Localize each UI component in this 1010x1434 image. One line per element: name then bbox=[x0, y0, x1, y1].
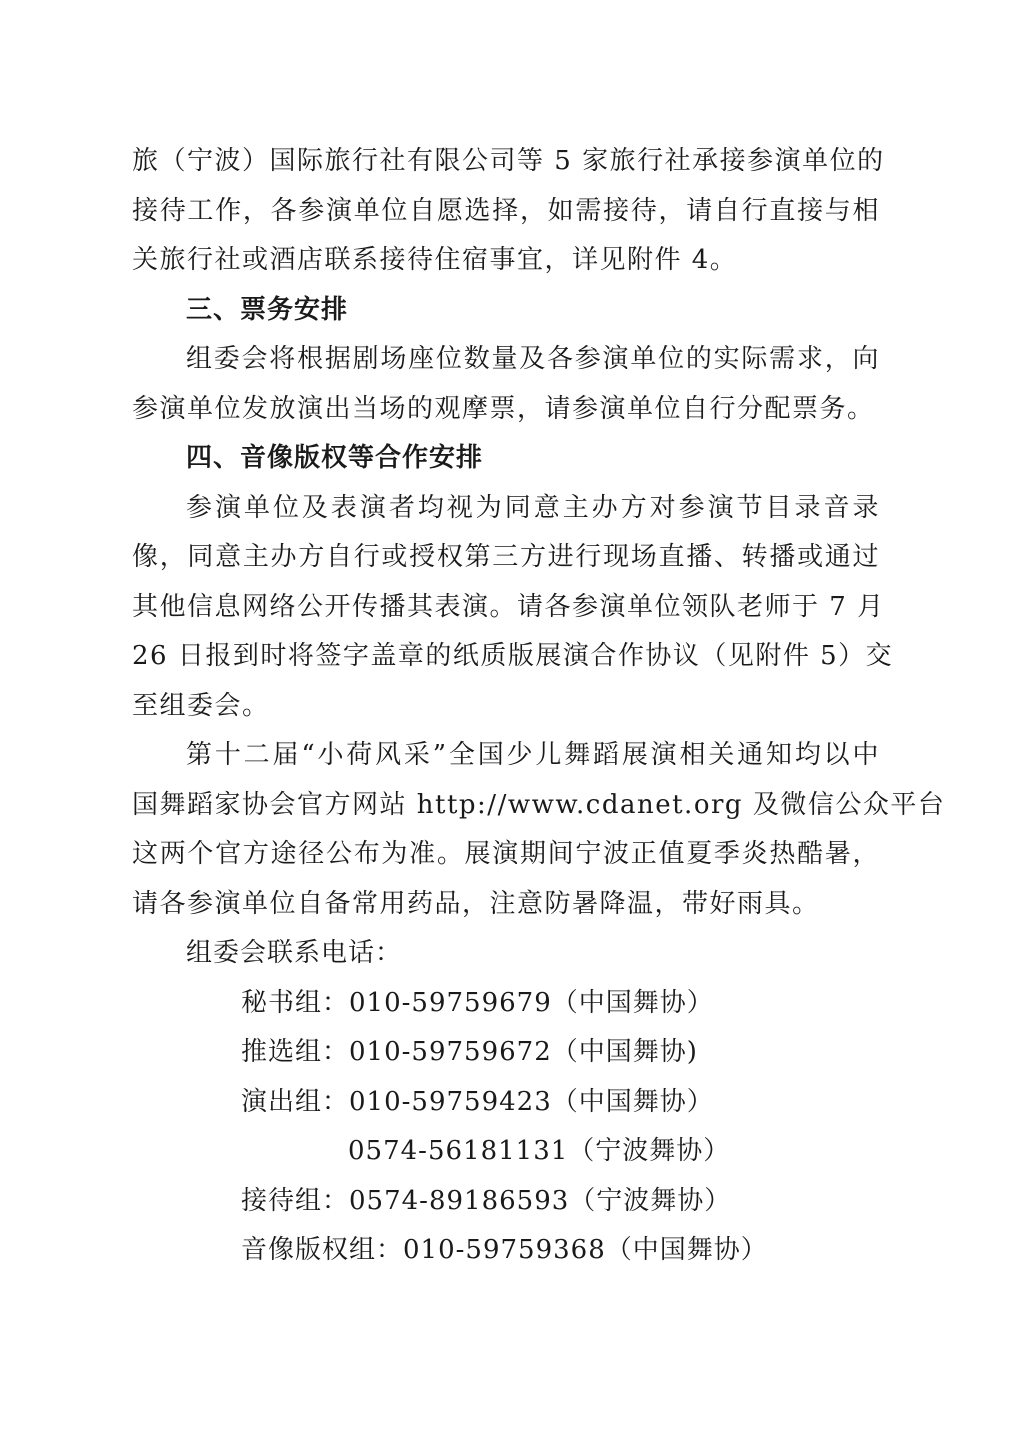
section-4-line-1: 参演单位及表演者均视为同意主办方对参演节目录音录 bbox=[186, 493, 880, 523]
section-3-heading: 三、票务安排 bbox=[186, 295, 349, 325]
contact-selection: 推选组：010-59759672（中国舞协) bbox=[241, 1037, 698, 1067]
section-4-heading: 四、音像版权等合作安排 bbox=[186, 443, 484, 473]
paragraph-lodging-line-1: 旅（宁波）国际旅行社有限公司等 5 家旅行社承接参演单位的 bbox=[132, 146, 885, 176]
contact-secretary: 秘书组：010-59759679（中国舞协） bbox=[241, 988, 714, 1018]
section-4-line-3: 其他信息网络公开传播其表演。请各参演单位领队老师于 7 月 bbox=[132, 592, 885, 622]
notice-line-2: 国舞蹈家协会官方网站 http://www.cdanet.org 及微信公众平台 bbox=[132, 790, 946, 820]
notice-line-4: 请各参演单位自备常用药品，注意防暑降温，带好雨具。 bbox=[132, 889, 820, 919]
paragraph-lodging-line-3: 关旅行社或酒店联系接待住宿事宜，详见附件 4。 bbox=[132, 245, 738, 275]
contact-reception: 接待组：0574-89186593（宁波舞协） bbox=[241, 1186, 732, 1216]
section-4-line-5: 至组委会。 bbox=[132, 691, 270, 721]
section-4-line-4: 26 日报到时将签字盖章的纸质版展演合作协议（见附件 5）交 bbox=[132, 641, 894, 671]
contact-performance-2: 0574-56181131（宁波舞协） bbox=[348, 1136, 731, 1166]
section-3-line-1: 组委会将根据剧场座位数量及各参演单位的实际需求，向 bbox=[186, 344, 880, 374]
section-4-line-2: 像，同意主办方自行或授权第三方进行现场直播、转播或通过 bbox=[132, 542, 880, 572]
contact-performance-1: 演出组：010-59759423（中国舞协） bbox=[241, 1087, 714, 1117]
notice-line-1: 第十二届“小荷风采”全国少儿舞蹈展演相关通知均以中 bbox=[186, 740, 880, 770]
notice-line-3: 这两个官方途径公布为准。展演期间宁波正值夏季炎热酷暑， bbox=[132, 839, 880, 869]
paragraph-lodging-line-2: 接待工作，各参演单位自愿选择，如需接待，请自行直接与相 bbox=[132, 196, 880, 226]
contact-copyright: 音像版权组：010-59759368（中国舞协） bbox=[241, 1235, 768, 1265]
section-3-line-2: 参演单位发放演出当场的观摩票，请参演单位自行分配票务。 bbox=[132, 394, 875, 424]
contacts-intro: 组委会联系电话： bbox=[186, 938, 403, 968]
